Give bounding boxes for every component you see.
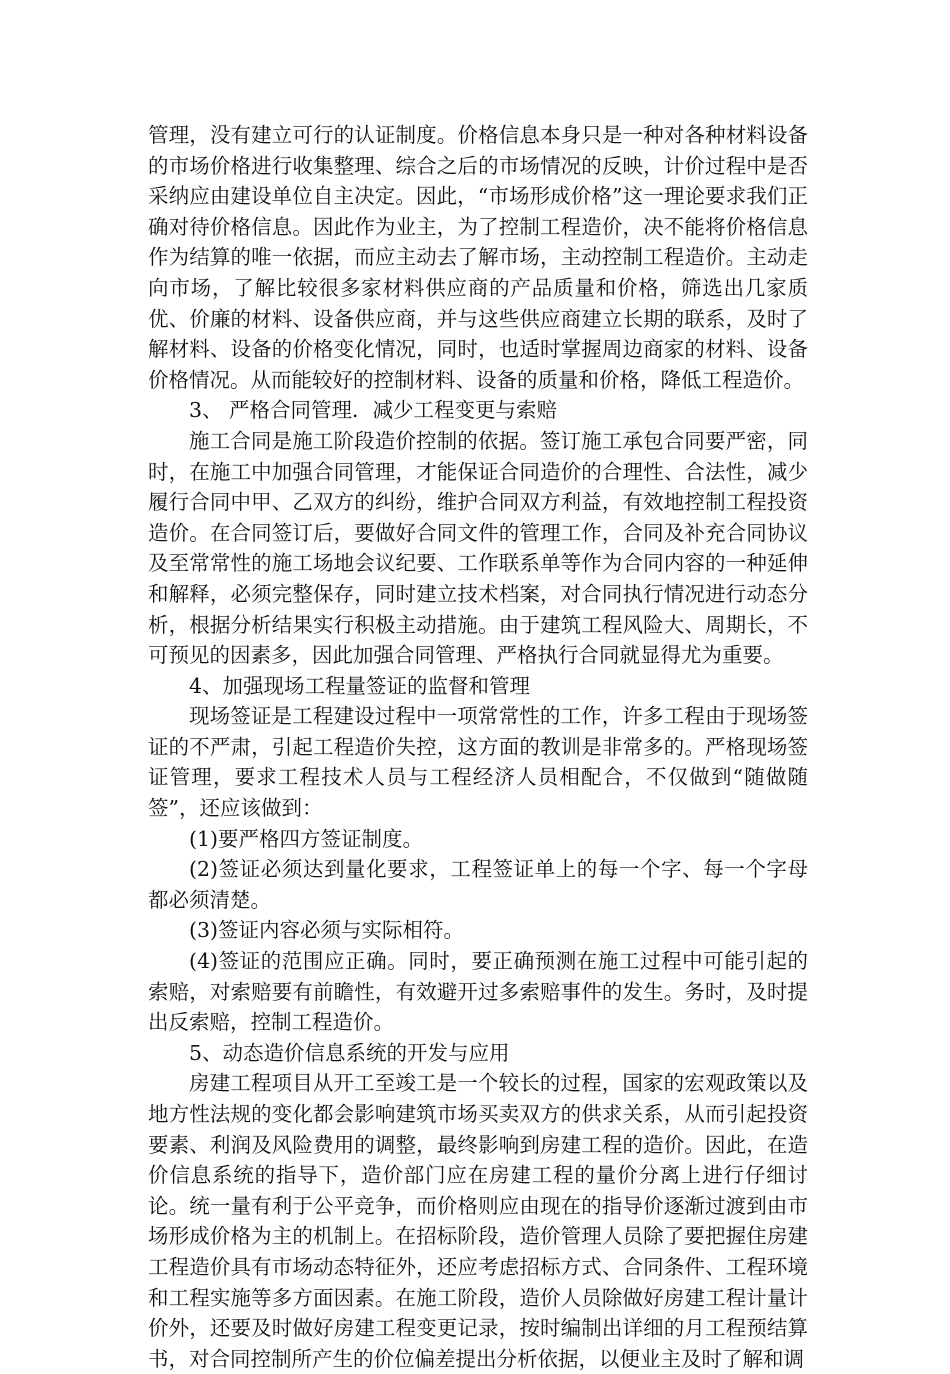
section-heading-contract-management: 3、 严格合同管理．减少工程变更与索赔 (189, 398, 558, 423)
list-item-visa-3: (3)签证内容必须与实际相符。 (189, 918, 465, 943)
section-heading-site-visa: 4、加强现场工程量签证的监督和管理 (189, 673, 531, 698)
list-item-visa-1: (1)要严格四方签证制度。 (189, 826, 424, 851)
list-item-visa-2: (2)签证必须达到量化要求，工程签证单上的每一个字、每一个字母都必须清楚。 (148, 857, 808, 912)
paragraph-site-visa: 现场签证是工程建设过程中一项常常性的工作，许多工程由于现场签证的不严肃，引起工程造价失控，这方面的教训是非常多的。严格现场签证管理，要求工程技术人员与工程经济人员相配合，不仅做到“随做随签”，还应该做到： (148, 704, 808, 821)
list-item-visa-4: (4)签证的范围应正确。同时，要正确预测在施工过程中可能引起的索赔，对索赔要有前瞻性，有效避开过多索赔事件的发生。务时，及时提出反索赔，控制工程造价。 (148, 949, 808, 1035)
paragraph-contract-management: 施工合同是施工阶段造价控制的依据。签订施工承包合同要严密，同时，在施工中加强合同管理，才能保证合同造价的合理性、合法性，减少履行合同中甲、乙双方的纠纷，维护合同双方利益，有效地控制工程投资造价。在合同签订后，要做好合同文件的管理工作，合同及补充合同协议及至常常性的施工场地会议纪要、工作联系单等作为合同内容的一种延伸和解释，必须完整保存，同时建立技术档案，对合同执行情况进行动态分析，根据分析结果实行积极主动措施。由于建筑工程风险大、周期长，不可预见的因素多，因此加强合同管理、严格执行合同就显得尤为重要。 (148, 428, 808, 668)
paragraph-dynamic-cost-system: 房建工程项目从开工至竣工是一个较长的过程，国家的宏观政策以及地方性法规的变化都会影响建筑市场买卖双方的供求关系，从而引起投资要素、利润及风险费用的调整，最终影响到房建工程的造价。因此，在造价信息系统的指导下，造价部门应在房建工程的量价分离上进行仔细讨论。统一量有利于公平竞争，而价格则应由现在的指导价逐渐过渡到由市场形成价格为主的机制上。在招标阶段，造价管理人员除了要把握住房建工程造价具有市场动态特征外，还应考虑招标方式、合同条件、工程环境和工程实施等多方面因素。在施工阶段，造价人员除做好房建工程计量计价外，还要及时做好房建工程变更记录，按时编制出详细的月工程预结算书，对合同控制所产生的价位偏差提出分析依据，以便业主及时了解和调 (148, 1071, 808, 1371)
document-page (148, 120, 808, 1374)
section-heading-dynamic-cost-system: 5、动态造价信息系统的开发与应用 (189, 1040, 510, 1065)
paragraph-price-information: 管理，没有建立可行的认证制度。价格信息本身只是一种对各种材料设备的市场价格进行收集整理、综合之后的市场情况的反映，计价过程中是否采纳应由建设单位自主决定。因此，“市场形成价格”这一理论要求我们正确对待价格信息。因此作为业主，为了控制工程造价，决不能将价格信息作为结算的唯一依据，而应主动去了解市场，主动控制工程造价。主动走向市场，了解比较很多家材料供应商的产品质量和价格，筛选出几家质优、价廉的材料、设备供应商，并与这些供应商建立长期的联系，及时了解材料、设备的价格变化情况，同时，也适时掌握周边商家的材料、设备价格情况。从而能较好的控制材料、设备的质量和价格，降低工程造价。 (148, 123, 808, 392)
